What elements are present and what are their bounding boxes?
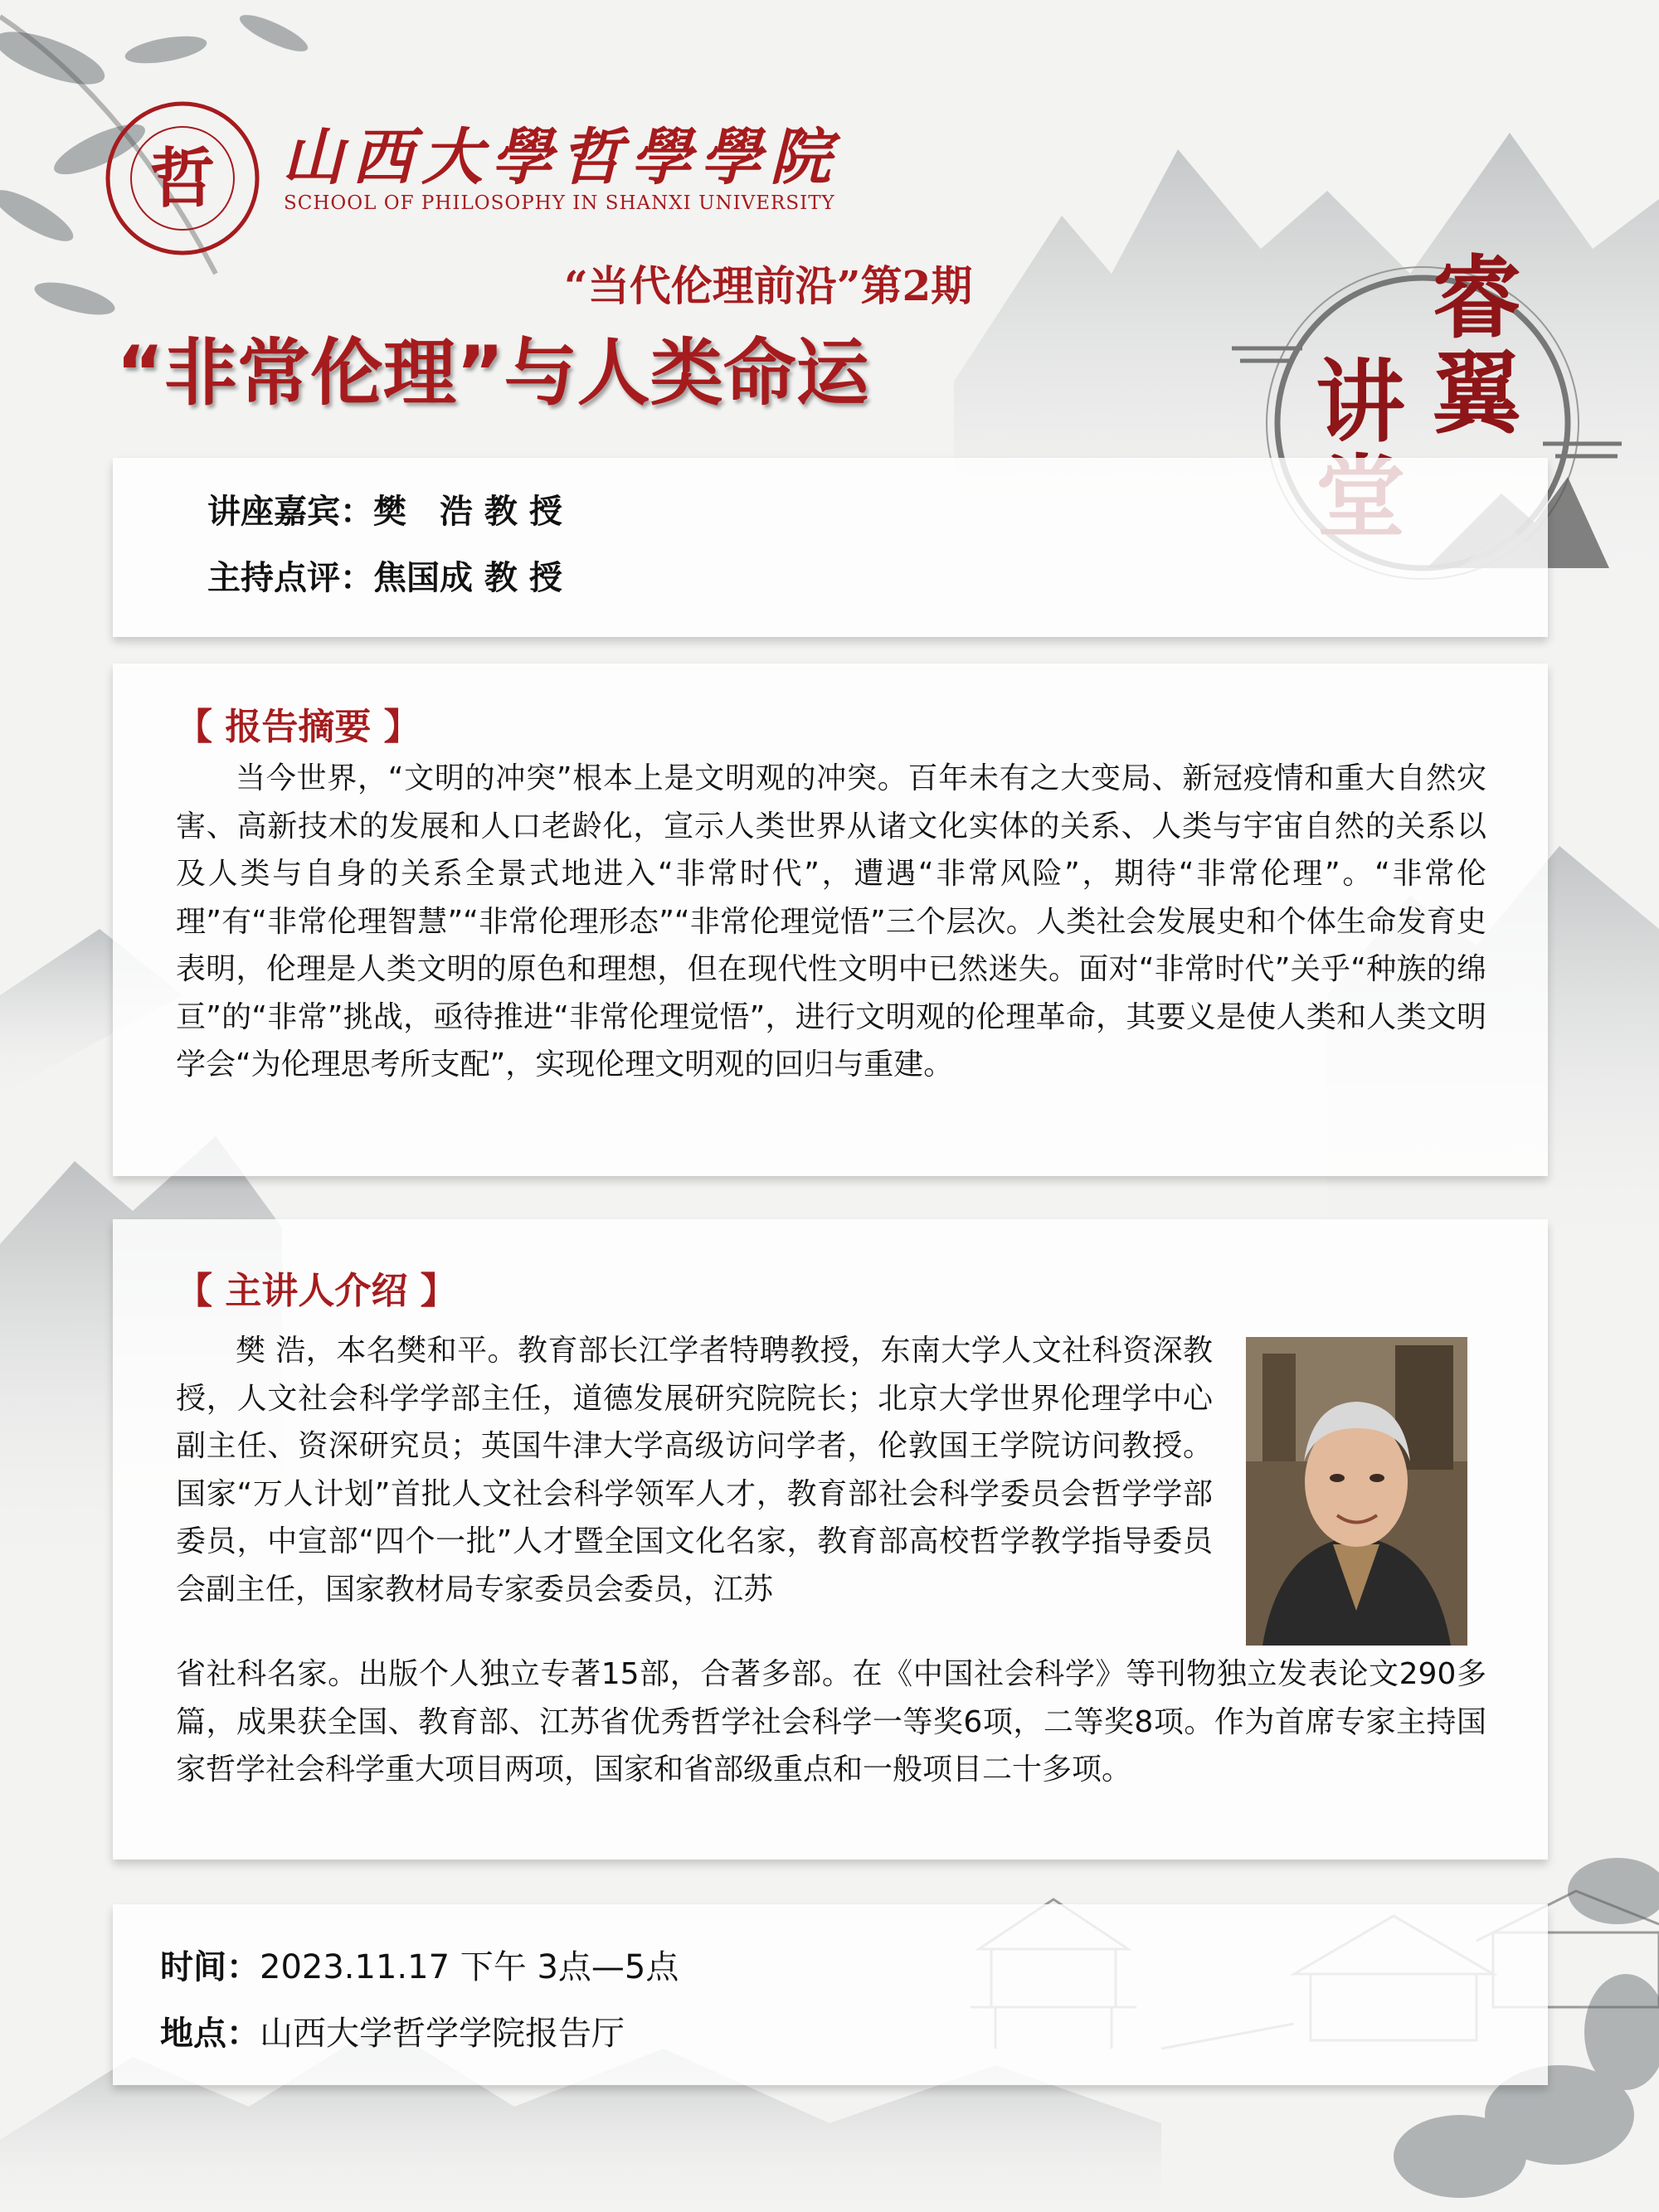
speaker-intro-body-bottom (176, 1650, 1486, 1794)
time-value: 2023.11.17 下午 3点—5点 (260, 1948, 679, 1986)
place-value: 山西大学哲学学院报告厅 (260, 2015, 625, 2053)
abstract-body (176, 755, 1486, 1089)
guest-speaker: 讲座嘉宾：樊 浩 教 授 (207, 493, 562, 531)
school-seal-logo (104, 100, 261, 257)
abstract-heading: 【 报告摘要 】 (176, 706, 421, 748)
brand-char-jiang: 讲 (1315, 351, 1405, 455)
place-label: 地点： (160, 2015, 260, 2053)
brand-char-yi: 翼 (1431, 343, 1521, 446)
speaker-intro-text-bottom: 省社科名家。出版个人独立专著15部，合著多部。在《中国社会科学》等刊物独立发表论文290多篇，成果获全国、教育部、江苏省优秀哲学社会科学一等奖6项，二等奖8项。作为首席专家主持国家哲学社会科学重大项目两项，国家和省部级重点和一般项目二十多项。 (176, 1657, 1486, 1787)
school-name-en: SCHOOL OF PHILOSOPHY IN SHANXI UNIVERSITY (284, 192, 835, 214)
time-label: 时间： (160, 1948, 260, 1986)
lecture-series: “当代伦理前沿”第2期 (564, 261, 973, 310)
speaker-intro-text-top: 樊 浩，本名樊和平。教育部长江学者特聘教授，东南大学人文社科资深教授，人文社会科学学部主任，道德发展研究院院长；北京大学世界伦理学中心副主任、资深研究员；英国牛津大学高级访问学者，伦敦国王学院访问教授。国家“万人计划”首批人文社会科学领军人才，教育部社会科学委员会哲学学部委员，中宣部“四个一批”人才暨全国文化名家，教育部高校哲学教学指导委员会副主任，国家教材局专家委员会委员，江苏 (176, 1334, 1213, 1607)
lecture-title: “非常伦理”与人类命运 (116, 330, 869, 416)
speaker-photo (1246, 1337, 1467, 1646)
time-row (160, 1941, 679, 1988)
speaker-intro-heading: 【 主讲人介绍 】 (176, 1270, 457, 1312)
abstract-text: 当今世界，“文明的冲突”根本上是文明观的冲突。百年未有之大变局、新冠疫情和重大自然灾害、高新技术的发展和人口老龄化，宣示人类世界从诸文化实体的关系、人类与宇宙自然的关系以及人类与自身的关系全景式地进入“非常时代”，遭遇“非常风险”，期待“非常伦理”。“非常伦理”有“非常伦理智慧”“非常伦理形态”“非常伦理觉悟”三个层次。人类社会发展史和个体生命发育史表明，伦理是人类文明的原色和理想，但在现代性文明中已然迷失。面对“非常时代”关乎“种族的绵亘”的“非常”挑战，亟待推进“非常伦理觉悟”，进行文明观的伦理革命，其要义是使人类和人类文明学会“为伦理思考所支配”，实现伦理文明观的回归与重建。 (176, 761, 1486, 1082)
school-name-cn: 山西大學哲學學院 (282, 122, 839, 193)
place-row (160, 2007, 625, 2054)
seal-glyph: 哲 (149, 141, 216, 216)
guest-host: 主持点评：焦国成 教 授 (207, 559, 562, 597)
brand-char-rui: 睿 (1431, 247, 1521, 351)
speaker-intro-body-top (176, 1327, 1213, 1613)
time-place-panel (113, 1904, 1548, 2085)
